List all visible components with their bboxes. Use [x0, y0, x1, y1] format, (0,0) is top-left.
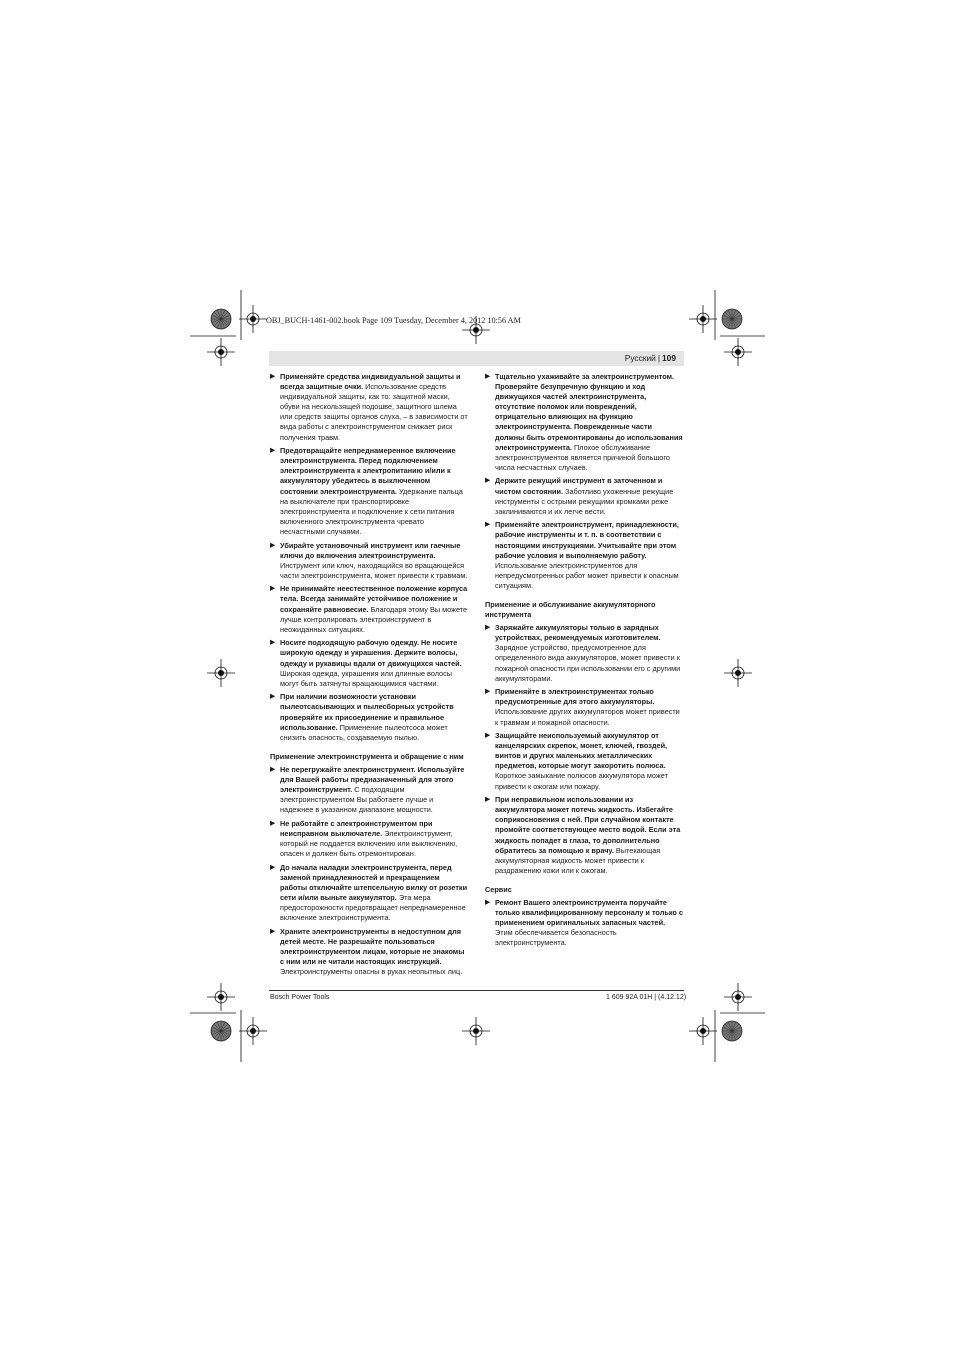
- registration-dot: [473, 1028, 479, 1034]
- item-bold-text: Не работайте с электроинструментом при неисправном выключателе.: [280, 818, 433, 838]
- list-item: [485, 731, 683, 792]
- registration-dot: [218, 349, 224, 355]
- book-info-line: OBJ_BUCH-1461-002.book Page 109 Tuesday, December 4, 2012 10:56 AM: [266, 316, 521, 325]
- bullet-arrow-icon: ▶: [270, 927, 276, 935]
- section-title-tool-use: Применение электроинструмента и обращение с ним: [270, 751, 464, 761]
- registration-dot: [735, 670, 741, 676]
- item-bold-text: Не принимайте неестественное положение корпуса тела. Всегда занимайте устойчивое положение и сохраняйте равновесие.: [280, 584, 468, 614]
- section-title-service: Сервис: [485, 884, 512, 894]
- item-bold-text: При наличии возможности установки пылеотсасывающих и пылесборных устройств проверяйте их присоединение и правильное использование.: [280, 692, 454, 732]
- bullet-arrow-icon: ▶: [270, 693, 276, 701]
- bullet-arrow-icon: ▶: [485, 796, 491, 804]
- list-item: [270, 446, 468, 537]
- registration-dot: [250, 1028, 256, 1034]
- item-bold-text: Заряжайте аккумуляторы только в зарядных устройствах, рекомендуемых изготовителем.: [495, 623, 661, 643]
- item-body-text: С подходящим электроинструментом Вы работаете лучше и надежнее в указанном диапазоне мощности.: [280, 785, 434, 815]
- list-item: [485, 898, 683, 948]
- right-column: [485, 372, 683, 952]
- item-bold-text: Применяйте средства индивидуальной защиты и всегда защитные очки.: [280, 372, 461, 392]
- item-bold-text: Ремонт Вашего электроинструмента поручайте только квалифицированному персоналу и только с применением оригинальных запасных частей.: [495, 898, 683, 928]
- bullet-arrow-icon: ▶: [485, 732, 491, 740]
- bullet-arrow-icon: ▶: [270, 819, 276, 827]
- section-title-battery: Применение и обслуживание аккумуляторного инструмента: [485, 599, 656, 620]
- item-body-text: Заботливо ухоженные режущие инструменты с острыми режущими кромками реже заклиниваются и их легче вести.: [495, 486, 674, 516]
- list-item: [485, 372, 683, 473]
- right-items-c: [485, 898, 683, 948]
- header-separator: |: [657, 353, 661, 363]
- list-item: [270, 584, 468, 634]
- item-bold-text: Тщательно ухаживайте за электроинструментом. Проверяйте безупречную функцию и ход движущихся частей электроинструмента, отсутствие поломок или повреждений, отрицательно влияющих на функцию электроинструмента. Поврежденные части должны быть отремонтированы до использования электроинструмента.: [495, 372, 683, 452]
- bullet-arrow-icon: ▶: [485, 688, 491, 696]
- item-bold-text: Убирайте установочный инструмент или гаечные ключи до включения электроинструмента.: [280, 540, 461, 560]
- registration-dot: [735, 349, 741, 355]
- item-body-text: Широкая одежда, украшения или длинные волосы могут быть затянуты вращающимися частями.: [280, 668, 453, 688]
- list-item: [270, 372, 468, 443]
- footer-rule: [269, 990, 684, 991]
- right-items-a: [485, 372, 683, 591]
- bullet-arrow-icon: ▶: [485, 624, 491, 632]
- list-item: [485, 623, 683, 684]
- bullet-arrow-icon: ▶: [270, 863, 276, 871]
- item-body-text: Использование других аккумуляторов может привести к травмам и пожарной опасности.: [495, 707, 680, 727]
- page-header-label: [625, 353, 676, 363]
- registration-dot: [735, 994, 741, 1000]
- registration-dot: [218, 994, 224, 1000]
- item-body-text: Использование электроинструментов для непредусмотренных работ может привести к опасным ситуациям.: [495, 560, 679, 590]
- list-item: [270, 692, 468, 742]
- footer-doc-code: 1 609 92A 01H | (4.12.12): [606, 994, 687, 1001]
- registration-dot: [700, 316, 706, 322]
- list-item: [270, 819, 468, 859]
- bullet-arrow-icon: ▶: [270, 639, 276, 647]
- left-items-b: [270, 765, 468, 977]
- list-item: [270, 863, 468, 924]
- item-body-text: Электроинструменты опасны в руках неопытных лиц.: [280, 967, 463, 977]
- item-body-text: Благодаря этому Вы можете лучше контролировать электроинструмент в неожиданных ситуациях.: [280, 604, 468, 634]
- item-body-text: Вытекающая аккумуляторная жидкость может привести к раздражению кожи или к ожогам.: [495, 845, 661, 875]
- registration-dot: [700, 1028, 706, 1034]
- item-bold-text: Носите подходящую рабочую одежду. Не носите широкую одежду и украшения. Держите волосы, одежду и рукавицы вдали от движущихся частей.: [280, 638, 462, 668]
- item-body-text: Этим обеспечивается безопасность электроинструмента.: [495, 928, 617, 948]
- list-item: [485, 476, 683, 516]
- bullet-arrow-icon: ▶: [270, 447, 276, 455]
- item-body-text: Использование средств индивидуальной защиты, как то: защитной маски, обуви на нескользящей подошве, защитного шлема или средств защиты органов слуха, – в зависимости от вида работы с электроинструментом снижает риск получения травм.: [280, 382, 468, 442]
- right-items-b: [485, 623, 683, 876]
- item-body-text: Удержание пальца на выключателе при транспортировке электроинструмента и подключение к сети питания включенного электроинструмента чревато несчастными случаями.: [280, 486, 463, 536]
- header-language: Русский: [624, 353, 656, 363]
- list-item: [485, 795, 683, 876]
- list-item: [270, 541, 468, 581]
- registration-dot: [250, 316, 256, 322]
- bullet-arrow-icon: ▶: [485, 521, 491, 529]
- list-item: [270, 927, 468, 977]
- bullet-arrow-icon: ▶: [270, 585, 276, 593]
- item-body-text: Плохое обслуживание электроинструментов является причиной большого числа несчастных случаев.: [495, 442, 670, 472]
- registration-dot: [218, 670, 224, 676]
- item-bold-text: Применяйте электроинструмент, принадлежности, рабочие инструменты и т. п. в соответствии с настоящими инструкциями. Учитывайте при этом рабочие условия и выполняемую работу.: [495, 520, 679, 560]
- page-number: 109: [662, 353, 676, 363]
- item-body-text: Применение пылеотсоса может снизить опасность, создаваемую пылью.: [280, 722, 448, 742]
- list-item: [270, 765, 468, 815]
- list-item: [485, 687, 683, 727]
- item-bold-text: При неправильном использовании из аккумулятора может потечь жидкость. Избегайте соприкосновения с ней. При случайном контакте промойте соответствующее место водой. Если эта жидкость попадет в глаза, то дополнительно обратитесь за помощью к врачу.: [495, 795, 681, 855]
- bullet-arrow-icon: ▶: [485, 899, 491, 906]
- bullet-arrow-icon: ▶: [485, 373, 491, 380]
- page-header-bar: [269, 351, 684, 366]
- item-body-text: Эта мера предосторожности предотвращает непреднамеренное включение электроинструмента.: [280, 893, 466, 923]
- list-item: [485, 520, 683, 591]
- item-body-text: Инструмент или ключ, находящийся во вращающейся части электроинструмента, может привести к травмам.: [280, 560, 468, 580]
- item-bold-text: Держите режущий инструмент в заточенном и чистом состоянии.: [495, 476, 663, 496]
- item-bold-text: Храните электроинструменты в недоступном для детей месте. Не разрешайте пользоваться электроинструментом лицам, которые не знакомы с ним или не читали настоящих инструкций.: [280, 926, 465, 967]
- item-body-text: Электроинструмент, который не поддается включению или выключению, опасен и должен быть отремонтирован.: [280, 828, 458, 859]
- registration-dot: [473, 327, 479, 333]
- list-item: [270, 638, 468, 688]
- left-column: [270, 372, 468, 981]
- item-bold-text: До начала наладки электроинструмента, перед заменой принадлежностей и прекращением работы отключайте штепсельную вилку от розетки сети и/или выньте аккумулятор.: [280, 862, 468, 902]
- item-body-text: Короткое замыкание полюсов аккумулятора может привести к ожогам или пожару.: [495, 771, 668, 791]
- item-body-text: Зарядное устройство, предусмотренное для определенного вида аккумуляторов, может привести к пожарной опасности при использовании его с другими аккумуляторами.: [495, 643, 681, 683]
- bullet-arrow-icon: ▶: [270, 541, 276, 549]
- item-bold-text: Применяйте в электроинструментах только предусмотренные для этого аккумуляторы.: [495, 687, 655, 707]
- item-bold-text: Защищайте неиспользуемый аккумулятор от канцелярских скрепок, монет, ключей, гвоздей, винтов и других маленьких металлических предметов, которые могут закоротить полюса.: [495, 731, 668, 771]
- left-items-a: [270, 372, 468, 743]
- bullet-arrow-icon: ▶: [270, 373, 276, 380]
- bullet-arrow-icon: ▶: [270, 765, 276, 773]
- bullet-arrow-icon: ▶: [485, 477, 491, 485]
- footer-brand: Bosch Power Tools: [270, 994, 330, 1001]
- item-bold-text: Не перегружайте электроинструмент. Используйте для Вашей работы предназначенный для этого электроинструмент.: [280, 764, 465, 795]
- item-bold-text: Предотвращайте непреднамеренное включение электроинструмента. Перед подключением электроинструмента к электропитанию и/или к аккумулятору убедитесь в выключенном состоянии электроинструмента.: [280, 446, 456, 496]
